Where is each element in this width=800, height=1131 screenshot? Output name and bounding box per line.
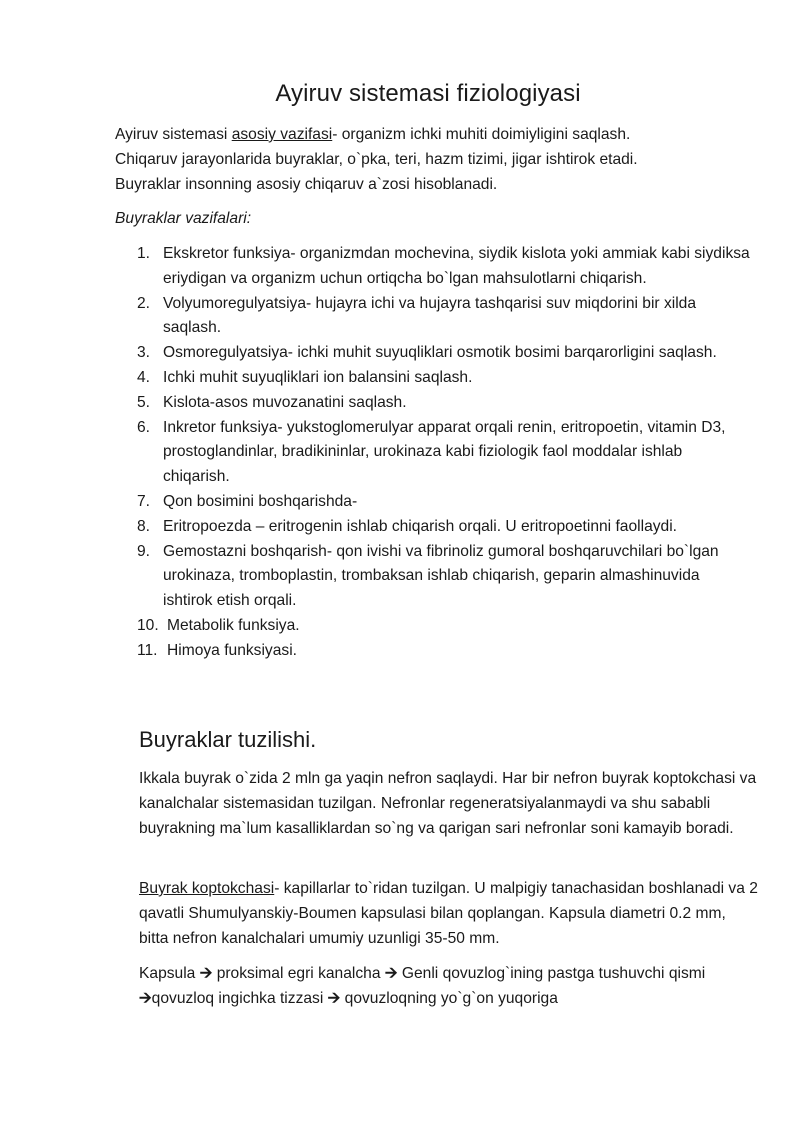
glomerulus-description: - kapillarlar to`ridan tuzilgan. U malpigiy tanachasidan boshlanadi va 2 qavatli Shumulyanskiy-Boumen kapsulasi bilan qoplangan. Kapsula diametri 0.2 mm, bitta nefron kanalchalari umumiy uzunligi 35-50 mm. [139,880,758,947]
list-item-text: Metabolik funksiya. [167,616,300,634]
function-list-item [137,366,752,391]
function-list-item [137,515,752,540]
right-arrow-icon: 🡪 [384,965,398,982]
pathway-text-5: qovuzloqning yo`g`on yuqoriga [340,990,558,1007]
function-list-item [137,242,752,292]
list-item-text: Ekskretor funksiya- organizmdan mochevina, siydik kislota yoki ammiak kabi siydiksa eriydigan va organizm uchun ortiqcha bo`lgan mahsulotlarni chiqarish. [163,245,750,287]
function-list-item [137,391,752,416]
glomerulus-term: Buyrak koptokchasi [139,880,275,897]
intro-paragraph [115,122,755,197]
list-item-number: 5. [137,393,151,411]
pathway-text-3: Genli qovuzlog`ining pastga tushuvchi qismi [397,965,706,982]
function-list-item [137,416,752,490]
list-item-number: 3. [137,344,151,362]
intro-line-1 [115,122,755,147]
function-list-item [137,292,752,342]
list-item-text: Gemostazni boshqarish- qon ivishi va fibrinoliz gumoral boshqaruvchilari bo`lgan urokinaza, tromboplastin, trombaksan ishlab chiqarish, geparin almashinuvida ishtirok etish orqali. [163,542,719,610]
list-item-number: 10. [137,616,159,634]
list-item-number: 7. [137,492,151,510]
right-arrow-icon: 🡪 [199,965,213,982]
nephron-pathway-paragraph [139,961,759,1011]
list-item-number: 6. [137,418,151,436]
list-item-text: Kislota-asos muvozanatini saqlash. [163,393,407,411]
intro-text-start: Ayiruv sistemasi [115,126,232,143]
function-list-item [137,614,752,639]
intro-text-end: - organizm ichki muhiti doimiyligini saqlash. [332,126,631,143]
function-list-item [137,639,752,664]
list-item-number: 8. [137,517,151,535]
function-list-item [137,540,752,614]
pathway-text-2: proksimal egri kanalcha [212,965,385,982]
right-arrow-icon: 🡪 [327,990,341,1007]
intro-underlined-term: asosiy vazifasi [231,126,333,143]
pathway-text-4: qovuzloq ingichka tizzasi [151,990,328,1007]
document-title: Ayiruv sistemasi fiziologiyasi [275,80,581,107]
list-item-number: 9. [137,542,151,560]
list-item-number: 11. [137,641,158,659]
list-item-number: 1. [137,245,151,262]
list-item-text: Volyumoregulyatsiya- hujayra ichi va hujayra tashqarisi suv miqdorini bir xilda saqlash. [163,294,697,337]
structure-paragraph-2 [139,876,759,951]
list-item-text: Qon bosimini boshqarishda- [163,492,358,510]
intro-line-3: Buyraklar insonning asosiy chiqaruv a`zosi hisoblanadi. [115,176,498,193]
list-item-text: Himoya funksiyasi. [167,641,297,659]
function-list-item [137,341,752,366]
intro-line-2: Chiqaruv jarayonlarida buyraklar, o`pka, teri, hazm tizimi, jigar ishtirok etadi. [115,151,638,168]
function-list-item [137,490,752,515]
structure-paragraph-1: Ikkala buyrak o`zida 2 mln ga yaqin nefron saqlaydi. Har bir nefron buyrak koptokchasi va kanalchalar sistemasidan tuzilgan. Nefronlar regeneratsiyalanmaydi va shu sababli buyrakning ma`lum kasalliklardan so`ng va qarigan sari nefronlar soni kamayib boradi. [139,770,757,837]
functions-heading: Buyraklar vazifalari: [115,210,252,227]
list-item-number: 2. [137,294,151,312]
list-item-number: 4. [137,368,151,386]
functions-list [137,242,752,664]
list-item-text: Osmoregulyatsiya- ichki muhit suyuqliklari osmotik bosimi barqarorligini saqlash. [163,344,717,362]
list-item-text: Ichki muhit suyuqliklari ion balansini saqlash. [163,368,473,386]
list-item-text: Inkretor funksiya- yukstoglomerulyar apparat orqali renin, eritropoetin, vitamin D3, prostoglandinlar, bradikininlar, urokinaza kabi fiziologik faol moddalar ishlab chiqarish. [163,418,726,486]
pathway-text-1: Kapsula [139,965,200,982]
right-arrow-icon: 🡪 [139,990,152,1007]
section-heading: Buyraklar tuzilishi. [139,727,317,752]
list-item-text: Eritropoezda – eritrogenin ishlab chiqarish orqali. U eritropoetinni faollaydi. [163,517,678,535]
